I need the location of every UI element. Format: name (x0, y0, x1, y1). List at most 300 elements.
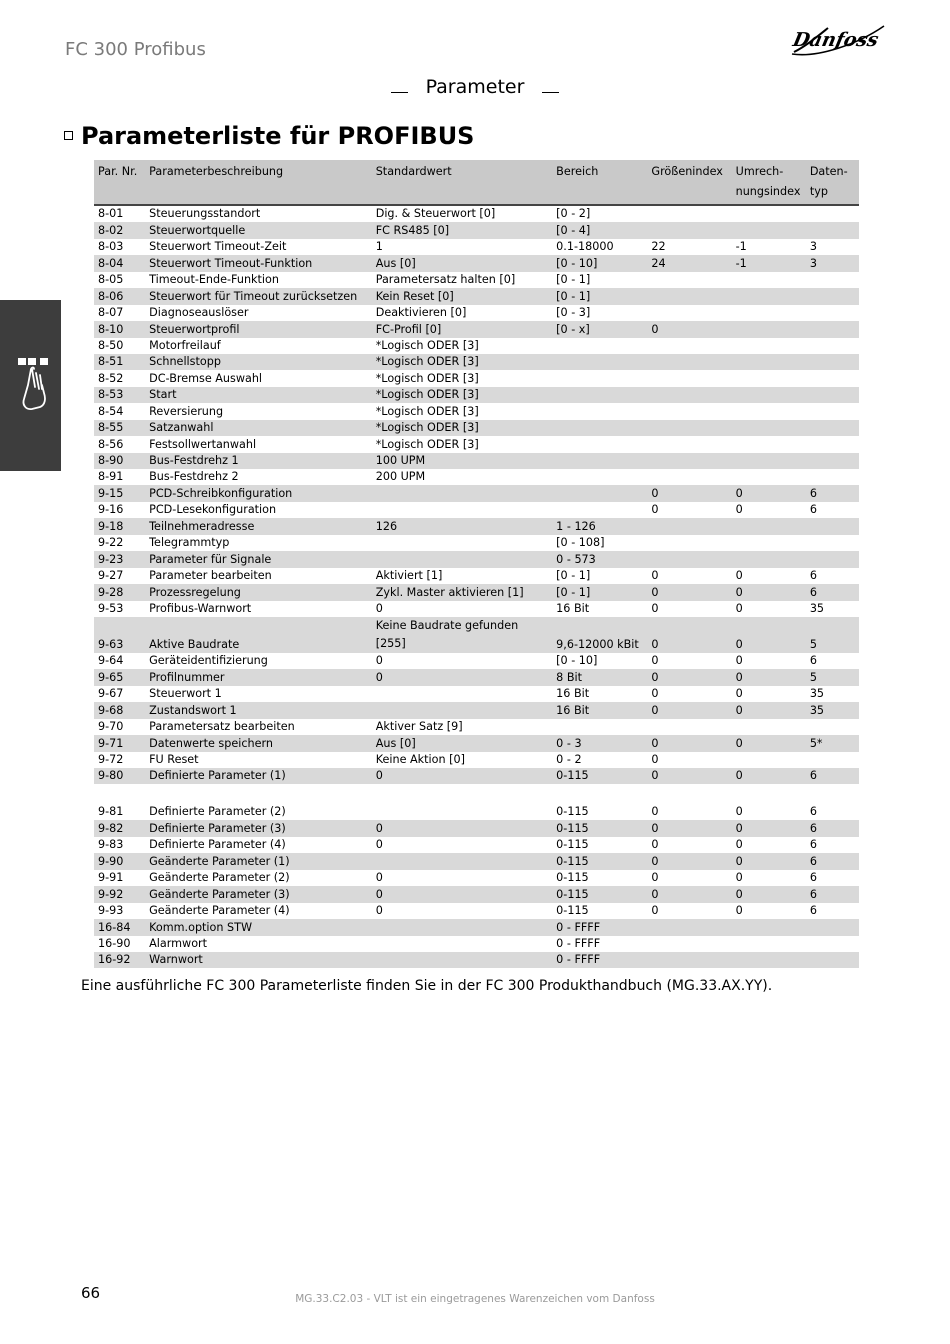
table-cell: 6 (809, 805, 817, 819)
table-row (94, 837, 859, 853)
table-cell (372, 702, 552, 718)
table-cell: 0 (647, 768, 731, 784)
page-number: 66 (81, 1284, 101, 1302)
table-cell (732, 535, 806, 551)
table-row (94, 420, 859, 436)
table-cell: 0-115 (556, 871, 589, 885)
table-row (94, 601, 859, 617)
table-cell: 8-10 (94, 321, 145, 337)
table-cell (806, 205, 859, 222)
table-cell: Bus-Festdrehz 2 (149, 470, 239, 484)
table-cell: 100 UPM (372, 453, 552, 469)
table-cell (806, 403, 859, 419)
table-cell: 9-65 (94, 669, 145, 685)
table-cell (647, 551, 731, 567)
table-cell: Motorfreilauf (149, 338, 221, 352)
table-cell (372, 502, 552, 518)
table-cell: 9-71 (94, 735, 145, 751)
table-cell: Steuerungsstandort (149, 207, 261, 221)
table-cell: 0 (651, 904, 659, 918)
table-row (94, 535, 859, 551)
table-cell: 0 (651, 569, 659, 583)
table-cell (806, 518, 859, 534)
table-row (94, 239, 859, 255)
table-row (94, 288, 859, 304)
table-cell: 8-50 (98, 338, 124, 352)
footnote: Eine ausführliche FC 300 Parameterliste finden Sie in der FC 300 Produkthandbuch (MG.33.AX.YY). (81, 978, 773, 994)
table-cell: Aus [0] (372, 255, 552, 271)
section-heading: Parameter (425, 76, 525, 98)
col-header-data-type: Daten- typ (806, 160, 859, 205)
col-header-description: Parameterbeschreibung (145, 160, 372, 205)
table-row (94, 502, 859, 518)
table-cell: 9-22 (98, 536, 124, 550)
table-cell: 6 (809, 838, 817, 852)
table-cell (806, 338, 859, 354)
table-cell (806, 551, 859, 567)
table-cell: 0 (372, 820, 552, 836)
table-cell: 0 (375, 838, 383, 852)
table-cell: FC-Profil [0] (372, 321, 552, 337)
table-cell: 5* (806, 735, 859, 751)
table-row (94, 485, 859, 501)
table-cell: 0 (732, 768, 806, 784)
table-cell: 9-28 (94, 584, 145, 600)
table-cell: 16-92 (94, 952, 145, 968)
table-cell (806, 420, 859, 436)
table-cell (732, 919, 806, 935)
table-cell (647, 719, 731, 735)
table-cell: 0 (735, 805, 743, 819)
table-cell: 0 (647, 321, 731, 337)
table-cell (552, 338, 647, 354)
table-cell: *Logisch ODER [3] (375, 371, 479, 385)
table-cell (732, 453, 806, 469)
table-row (94, 686, 859, 702)
table-cell (806, 919, 859, 935)
table-cell: 9-16 (98, 503, 124, 517)
table-cell: 0 (372, 669, 552, 685)
table-cell (552, 403, 647, 419)
table-cell: Geänderte Parameter (2) (149, 871, 290, 885)
table-row (94, 551, 859, 567)
table-cell (372, 936, 552, 952)
table-cell: 0 (375, 871, 383, 885)
table-cell (806, 535, 859, 551)
table-cell (806, 222, 859, 238)
table-cell: [0 - 1] (552, 288, 647, 304)
table-cell: 0 (735, 838, 743, 852)
table-cell: Parameter bearbeiten (149, 569, 272, 583)
table-cell: Profilnummer (145, 669, 372, 685)
table-row (94, 338, 859, 354)
table-cell: 0 (375, 601, 383, 615)
table-cell (732, 551, 806, 567)
table-cell: 0 (375, 904, 383, 918)
table-row (94, 518, 859, 534)
table-cell: 0 (651, 871, 659, 885)
table-row (94, 653, 859, 669)
table-cell (806, 305, 859, 321)
table-cell: 0 (647, 853, 731, 869)
table-cell: Diagnoseauslöser (149, 306, 249, 320)
table-cell: Komm.option STW (145, 919, 372, 935)
table-cell: 0 (732, 584, 806, 600)
table-cell (732, 436, 806, 452)
table-cell (732, 288, 806, 304)
table-cell: Prozessregelung (145, 584, 372, 600)
table-row (94, 784, 859, 820)
table-cell: 0 - 573 (552, 551, 647, 567)
col-header-conversion-index: Umrech- nungsindex (732, 160, 806, 205)
table-cell: 35 (809, 687, 825, 701)
table-cell: Steuerwort für Timeout zurücksetzen (145, 288, 372, 304)
table-cell: 3 (809, 240, 817, 254)
table-row (94, 469, 859, 485)
table-cell (647, 272, 731, 288)
table-cell: Alarmwort (149, 936, 208, 950)
table-cell: [0 - 1] (556, 569, 591, 583)
table-row (94, 255, 859, 271)
table-cell: 16-90 (98, 936, 131, 950)
table-cell: 1 - 126 (552, 518, 647, 534)
table-cell: 9-80 (94, 768, 145, 784)
table-cell: Definierte Parameter (1) (145, 768, 372, 784)
table-cell: 6 (806, 853, 859, 869)
table-cell: *Logisch ODER [3] (375, 404, 479, 418)
table-cell: Parameter für Signale (145, 551, 372, 567)
table-cell (732, 222, 806, 238)
table-cell: 0 (732, 853, 806, 869)
table-cell: 0 (651, 654, 659, 668)
table-cell: 6 (806, 768, 859, 784)
table-cell: 0 (735, 601, 743, 615)
table-cell: 0 (732, 702, 806, 718)
table-cell (647, 222, 731, 238)
table-cell: 22 (651, 240, 666, 254)
table-cell (647, 936, 731, 952)
table-row (94, 272, 859, 288)
table-cell: 0 (735, 503, 743, 517)
table-cell: *Logisch ODER [3] (372, 387, 552, 403)
table-cell: Schnellstopp (145, 354, 372, 370)
table-cell: [0 - 2] (556, 207, 591, 221)
table-row (94, 719, 859, 735)
table-cell: Zustandswort 1 (145, 702, 372, 718)
table-cell: 5 (806, 669, 859, 685)
table-cell (552, 370, 647, 386)
table-cell (806, 321, 859, 337)
table-cell: [0 - 108] (556, 536, 605, 550)
table-cell (552, 387, 647, 403)
table-cell: 3 (806, 255, 859, 271)
table-cell: 9-15 (94, 485, 145, 501)
table-cell (732, 272, 806, 288)
table-row (94, 936, 859, 952)
table-cell: 9-81 (98, 805, 124, 819)
table-cell: 8-56 (98, 437, 124, 451)
table-cell: 9-23 (94, 551, 145, 567)
table-cell: 0 (647, 584, 731, 600)
table-cell: Festsollwertanwahl (149, 437, 257, 451)
col-header-default: Standardwert (372, 160, 552, 205)
table-cell: [0 - x] (552, 321, 647, 337)
section-header (0, 76, 950, 98)
table-row (94, 305, 859, 321)
table-cell: 0 (732, 485, 806, 501)
table-cell: 0 (735, 904, 743, 918)
table-cell: 0 (372, 886, 552, 902)
table-cell: [0 - 10] (556, 654, 598, 668)
col-header-range: Bereich (552, 160, 647, 205)
table-cell: 35 (806, 702, 859, 718)
table-cell: 6 (809, 654, 817, 668)
table-cell: 9-70 (98, 720, 124, 734)
table-cell: 16 Bit (556, 601, 590, 615)
table-cell (647, 518, 731, 534)
table-cell (806, 288, 859, 304)
table-cell: 0 (732, 886, 806, 902)
table-cell: Aktiviert [1] (375, 569, 443, 583)
footer: MG.33.C2.03 - VLT ist ein eingetragenes Warenzeichen vom Danfoss (295, 1293, 655, 1305)
table-cell: -1 (732, 255, 806, 271)
table-row (94, 903, 859, 919)
table-cell: 0 (732, 820, 806, 836)
table-cell: -1 (735, 240, 747, 254)
table-cell: Kein Reset [0] (372, 288, 552, 304)
table-cell: 8-03 (98, 240, 124, 254)
table-cell: 16 Bit (556, 687, 590, 701)
table-row (94, 870, 859, 886)
table-row (94, 617, 859, 653)
table-row (94, 436, 859, 452)
table-cell (732, 338, 806, 354)
table-cell (372, 551, 552, 567)
table-cell (372, 535, 552, 551)
table-cell: 0-115 (556, 904, 589, 918)
table-cell: Parametersatz bearbeiten (149, 720, 295, 734)
table-cell (806, 354, 859, 370)
table-cell (552, 354, 647, 370)
table-cell (552, 719, 647, 735)
table-row (94, 768, 859, 784)
table-cell (732, 518, 806, 534)
table-row (94, 387, 859, 403)
table-cell: Keine Aktion [0] (375, 753, 465, 766)
table-cell: 9-18 (94, 518, 145, 534)
table-cell: 9-82 (94, 820, 145, 836)
table-cell: 0 - FFFF (552, 919, 647, 935)
doc-title: FC 300 Profibus (65, 39, 206, 60)
table-cell: 9-72 (98, 753, 124, 766)
table-cell (732, 420, 806, 436)
table-cell (647, 469, 731, 485)
table-cell: Teilnehmeradresse (145, 518, 372, 534)
table-row (94, 752, 859, 768)
table-cell (647, 338, 731, 354)
table-cell: 6 (806, 886, 859, 902)
table-cell (552, 485, 647, 501)
table-cell (732, 321, 806, 337)
table-cell (647, 354, 731, 370)
section-dash-left (391, 92, 408, 93)
table-row (94, 321, 859, 337)
table-cell: 8-04 (94, 255, 145, 271)
table-row (94, 735, 859, 751)
table-cell (806, 436, 859, 452)
table-cell: 0 (735, 871, 743, 885)
hand-pointing-icon (12, 355, 52, 415)
logo-text: Danfoss (790, 28, 881, 51)
table-cell: 16 Bit (552, 702, 647, 718)
table-cell: 9-93 (98, 904, 124, 918)
table-cell: Keine Baudrate gefunden [255] (372, 617, 552, 653)
table-cell: 16-84 (94, 919, 145, 935)
page-heading-text: Parameterliste für PROFIBUS (81, 122, 475, 150)
table-cell: 8-53 (94, 387, 145, 403)
table-cell: 0 (651, 753, 659, 766)
table-cell: 9,6-12000 kBit (552, 617, 647, 653)
parameter-table (94, 160, 859, 968)
table-cell (372, 686, 552, 702)
table-cell: 9-27 (98, 569, 124, 583)
table-cell: 0-115 (556, 805, 589, 819)
table-cell: 0 (651, 805, 659, 819)
table-cell: 8-07 (98, 306, 124, 320)
table-row (94, 919, 859, 935)
table-cell: 0 (647, 820, 731, 836)
table-cell: Steuerwort Timeout-Funktion (145, 255, 372, 271)
table-cell (732, 752, 806, 768)
table-cell: 35 (809, 601, 825, 615)
table-cell: 6 (809, 871, 817, 885)
table-cell (806, 387, 859, 403)
table-cell: Definierte Parameter (2) (149, 805, 286, 819)
table-cell (647, 305, 731, 321)
table-cell (647, 370, 731, 386)
table-cell (647, 420, 731, 436)
table-cell: Satzanwahl (145, 420, 372, 436)
table-cell: 9-64 (98, 654, 124, 668)
table-cell: 5 (806, 617, 859, 653)
table-cell: 0 - FFFF (552, 952, 647, 968)
table-row (94, 222, 859, 238)
table-cell: Geräteidentifizierung (149, 654, 268, 668)
table-cell: 8-05 (98, 273, 124, 287)
table-cell (647, 952, 731, 968)
table-cell: Dig. & Steuerwort [0] (375, 207, 496, 221)
table-cell: Start (145, 387, 372, 403)
table-cell: 9-92 (94, 886, 145, 902)
table-cell: 24 (647, 255, 731, 271)
table-cell: 0 (651, 601, 659, 615)
table-cell: Warnwort (145, 952, 372, 968)
table-cell: 8 Bit (552, 669, 647, 685)
table-cell (806, 370, 859, 386)
table-cell: 8-51 (94, 354, 145, 370)
table-cell (732, 952, 806, 968)
table-cell: 0 (647, 886, 731, 902)
table-cell: Steuerwortquelle (145, 222, 372, 238)
table-cell: Steuerwort 1 (149, 687, 222, 701)
table-cell: 6 (809, 569, 817, 583)
page-heading (64, 122, 474, 150)
table-cell: 0 (651, 687, 659, 701)
table-cell: 0 (732, 617, 806, 653)
table-cell: 0 - 2 (556, 753, 582, 766)
side-tab (0, 300, 61, 471)
table-row (94, 584, 859, 600)
table-cell (806, 936, 859, 952)
table-cell: FC RS485 [0] (372, 222, 552, 238)
table-cell: 0 (732, 669, 806, 685)
table-cell (806, 453, 859, 469)
table-cell: Aus [0] (372, 735, 552, 751)
table-cell (552, 420, 647, 436)
table-cell (732, 305, 806, 321)
checkbox-square-icon (64, 131, 73, 140)
table-cell: Timeout-Ende-Funktion (149, 273, 279, 287)
table-cell (732, 719, 806, 735)
table-cell: 0 - 3 (552, 735, 647, 751)
table-cell: 0 (732, 735, 806, 751)
table-cell: 9-63 (94, 617, 145, 653)
table-cell: 0 (651, 503, 659, 517)
table-header-row (94, 160, 859, 205)
col-header-par-nr: Par. Nr. (94, 160, 145, 205)
danfoss-logo (788, 18, 888, 60)
table-cell: Profibus-Warnwort (149, 601, 252, 615)
table-cell (647, 387, 731, 403)
table-cell: [0 - 10] (552, 255, 647, 271)
table-cell: 0 (647, 735, 731, 751)
table-cell: Geänderte Parameter (4) (149, 904, 290, 918)
table-cell: 0-115 (552, 768, 647, 784)
table-cell: 0 (647, 669, 731, 685)
table-cell: 9-53 (98, 601, 124, 615)
table-cell: Aktive Baudrate (145, 617, 372, 653)
table-cell (647, 535, 731, 551)
table-cell (732, 205, 806, 222)
table-cell (647, 288, 731, 304)
table-cell (647, 453, 731, 469)
table-cell: 8-55 (94, 420, 145, 436)
table-cell: [0 - 4] (552, 222, 647, 238)
table-cell (647, 919, 731, 935)
table-cell: Steuerwort Timeout-Zeit (149, 240, 287, 254)
table-cell: 0-115 (556, 838, 589, 852)
table-cell (552, 502, 647, 518)
table-cell (806, 719, 859, 735)
table-cell: 0 (372, 768, 552, 784)
table-cell: 8-02 (94, 222, 145, 238)
table-cell (732, 387, 806, 403)
table-cell: 1 (375, 240, 383, 254)
table-row (94, 354, 859, 370)
table-cell: Deaktivieren [0] (375, 306, 467, 320)
table-cell: [0 - 1] (552, 584, 647, 600)
table-cell: Steuerwortprofil (145, 321, 372, 337)
table-cell (732, 936, 806, 952)
table-cell: 0-115 (552, 853, 647, 869)
table-cell (372, 952, 552, 968)
table-cell: 0 (735, 687, 743, 701)
table-cell: 8-06 (94, 288, 145, 304)
table-cell: 0 (647, 702, 731, 718)
table-cell (552, 469, 647, 485)
table-cell: 0.1-18000 (556, 240, 614, 254)
table-cell: Reversierung (149, 404, 224, 418)
